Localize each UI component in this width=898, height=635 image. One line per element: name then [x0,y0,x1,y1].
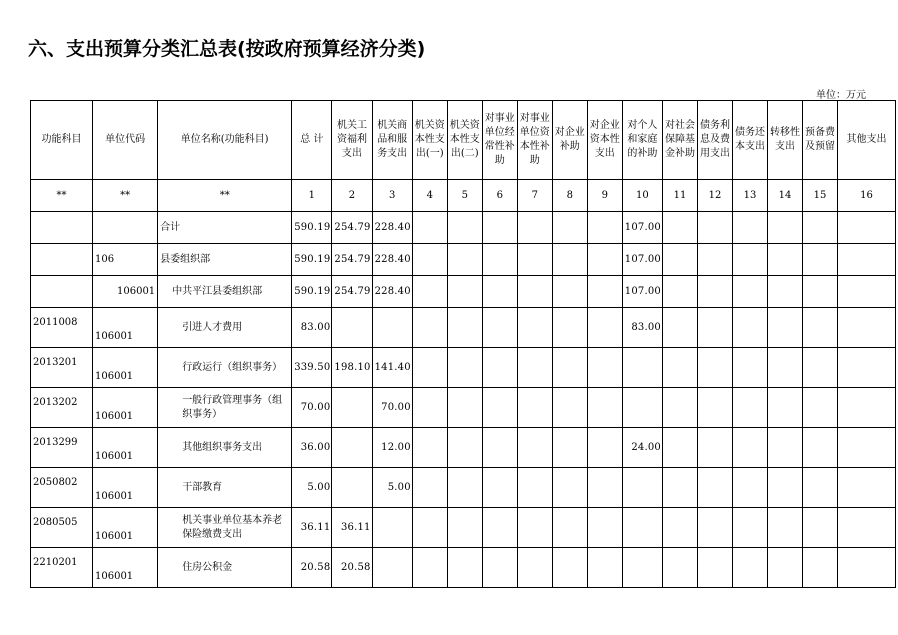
number-cell: 7 [517,180,552,212]
function-code-cell: 2050802 [31,468,93,508]
goods-services-cell: 70.00 [372,388,412,428]
empty-cell [838,468,896,508]
table-row [31,308,896,348]
empty-cell [803,508,838,548]
table-row [31,276,896,308]
unit-code-cell: 106001 [93,548,158,588]
empty-cell [552,348,587,388]
empty-cell [447,468,482,508]
function-code-cell [31,276,93,308]
empty-cell [663,548,698,588]
empty-cell [733,244,768,276]
empty-cell [698,388,733,428]
unit-code-cell: 106001 [93,308,158,348]
empty-cell [517,308,552,348]
unit-code-cell: 106001 [93,468,158,508]
empty-cell [482,212,517,244]
total-cell: 36.11 [292,508,332,548]
empty-cell [733,212,768,244]
unit-code-cell [93,212,158,244]
goods-services-cell [372,508,412,548]
header-cell: 对社会保障基金补助 [663,101,698,180]
empty-cell [552,276,587,308]
salary-cell [332,468,372,508]
header-cell: 对个人和家庭的补助 [622,101,662,180]
empty-cell [698,244,733,276]
empty-cell [803,468,838,508]
empty-cell [587,244,622,276]
unit-name-cell: 县委组织部 [158,244,292,276]
empty-cell [768,212,803,244]
number-cell: ** [31,180,93,212]
unit-name-cell: 干部教育 [158,468,292,508]
number-cell: 8 [552,180,587,212]
goods-services-cell [372,548,412,588]
goods-services-cell: 5.00 [372,468,412,508]
empty-cell [838,348,896,388]
goods-services-cell: 141.40 [372,348,412,388]
empty-cell [552,548,587,588]
header-cell: 机关资本性支出(二) [447,101,482,180]
header-cell: 对企业资本性支出 [587,101,622,180]
unit-name-cell: 其他组织事务支出 [158,428,292,468]
number-cell: ** [93,180,158,212]
empty-cell [838,244,896,276]
empty-cell [482,308,517,348]
empty-cell [838,212,896,244]
empty-cell [482,348,517,388]
empty-cell [768,348,803,388]
table-row [31,244,896,276]
total-cell: 590.19 [292,276,332,308]
unit-name-cell: 中共平江县委组织部 [158,276,292,308]
household-subsidy-cell [622,468,662,508]
empty-cell [517,468,552,508]
empty-cell [733,308,768,348]
empty-cell [587,548,622,588]
empty-cell [552,388,587,428]
header-cell: 对企业补助 [552,101,587,180]
empty-cell [587,276,622,308]
total-cell: 5.00 [292,468,332,508]
empty-cell [412,388,447,428]
empty-cell [552,244,587,276]
empty-cell [517,348,552,388]
empty-cell [733,428,768,468]
empty-cell [412,308,447,348]
empty-cell [768,428,803,468]
empty-cell [587,388,622,428]
empty-cell [552,428,587,468]
empty-cell [733,348,768,388]
header-cell: 债务还本支出 [733,101,768,180]
header-cell: 单位代码 [93,101,158,180]
empty-cell [482,276,517,308]
salary-cell: 254.79 [332,244,372,276]
unit-name-cell: 行政运行（组织事务） [158,348,292,388]
empty-cell [447,388,482,428]
household-subsidy-cell [622,548,662,588]
empty-cell [482,428,517,468]
header-cell: 机关商品和服务支出 [372,101,412,180]
header-cell: 机关工资福利支出 [332,101,372,180]
goods-services-cell: 228.40 [372,244,412,276]
total-cell: 339.50 [292,348,332,388]
unit-code-cell: 106 [93,244,158,276]
empty-cell [768,468,803,508]
empty-cell [698,548,733,588]
empty-cell [768,388,803,428]
number-cell: 3 [372,180,412,212]
salary-cell: 254.79 [332,276,372,308]
empty-cell [803,276,838,308]
empty-cell [412,548,447,588]
number-cell: 9 [587,180,622,212]
unit-code-cell: 106001 [93,348,158,388]
empty-cell [587,308,622,348]
empty-cell [663,388,698,428]
header-cell: 总 计 [292,101,332,180]
total-cell: 590.19 [292,244,332,276]
function-code-cell: 2011008 [31,308,93,348]
unit-name-cell: 一般行政管理事务（组织事务） [158,388,292,428]
number-cell: 4 [412,180,447,212]
household-subsidy-cell [622,508,662,548]
table-row [31,508,896,548]
number-cell: 14 [768,180,803,212]
empty-cell [733,548,768,588]
empty-cell [838,308,896,348]
empty-cell [768,308,803,348]
number-cell: 5 [447,180,482,212]
empty-cell [587,428,622,468]
empty-cell [412,428,447,468]
function-code-cell [31,244,93,276]
empty-cell [482,508,517,548]
unit-code-cell: 106001 [93,508,158,548]
salary-cell [332,388,372,428]
empty-cell [838,548,896,588]
goods-services-cell: 12.00 [372,428,412,468]
empty-cell [517,508,552,548]
total-cell: 36.00 [292,428,332,468]
salary-cell: 20.58 [332,548,372,588]
header-cell: 对事业单位经常性补助 [482,101,517,180]
empty-cell [552,508,587,548]
empty-cell [838,276,896,308]
number-cell: 13 [733,180,768,212]
unit-name-cell: 住房公积金 [158,548,292,588]
table-row [31,428,896,468]
header-cell: 功能科目 [31,101,93,180]
total-cell: 20.58 [292,548,332,588]
empty-cell [517,276,552,308]
empty-cell [698,468,733,508]
number-cell: 10 [622,180,662,212]
budget-table [30,100,896,588]
total-cell: 83.00 [292,308,332,348]
number-cell: 11 [663,180,698,212]
empty-cell [768,508,803,548]
total-cell: 590.19 [292,212,332,244]
function-code-cell: 2080505 [31,508,93,548]
empty-cell [803,212,838,244]
empty-cell [663,428,698,468]
number-cell: 6 [482,180,517,212]
table-row [31,212,896,244]
page-title: 六、支出预算分类汇总表(按政府预算经济分类) [28,38,426,60]
empty-cell [768,276,803,308]
empty-cell [663,348,698,388]
empty-cell [412,508,447,548]
empty-cell [698,508,733,548]
empty-cell [412,348,447,388]
salary-cell: 198.10 [332,348,372,388]
empty-cell [663,212,698,244]
unit-code-cell: 106001 [93,388,158,428]
empty-cell [517,428,552,468]
empty-cell [517,244,552,276]
empty-cell [768,548,803,588]
empty-cell [552,212,587,244]
empty-cell [447,548,482,588]
number-cell: ** [158,180,292,212]
header-cell: 单位名称(功能科目) [158,101,292,180]
table-row [31,388,896,428]
function-code-cell: 2013201 [31,348,93,388]
table-body [31,212,896,588]
household-subsidy-cell [622,388,662,428]
empty-cell [447,348,482,388]
unit-code-cell: 106001 [93,428,158,468]
empty-cell [698,428,733,468]
goods-services-cell: 228.40 [372,212,412,244]
empty-cell [482,244,517,276]
empty-cell [838,428,896,468]
number-cell: 1 [292,180,332,212]
household-subsidy-cell: 107.00 [622,276,662,308]
empty-cell [482,548,517,588]
total-cell: 70.00 [292,388,332,428]
empty-cell [412,276,447,308]
empty-cell [447,244,482,276]
empty-cell [587,212,622,244]
empty-cell [447,508,482,548]
empty-cell [733,276,768,308]
empty-cell [447,428,482,468]
empty-cell [803,428,838,468]
empty-cell [482,388,517,428]
empty-cell [517,548,552,588]
unit-code-cell: 106001 [93,276,158,308]
empty-cell [587,468,622,508]
empty-cell [838,508,896,548]
goods-services-cell [372,308,412,348]
empty-cell [768,244,803,276]
empty-cell [698,212,733,244]
function-code-cell: 2013299 [31,428,93,468]
empty-cell [663,308,698,348]
empty-cell [447,308,482,348]
empty-cell [447,212,482,244]
empty-cell [698,276,733,308]
table-row [31,548,896,588]
header-cell: 其他支出 [838,101,896,180]
header-cell: 对事业单位资本性补助 [517,101,552,180]
empty-cell [803,548,838,588]
empty-cell [803,388,838,428]
empty-cell [803,244,838,276]
function-code-cell: 2013202 [31,388,93,428]
empty-cell [733,388,768,428]
empty-cell [663,468,698,508]
empty-cell [412,244,447,276]
empty-cell [517,212,552,244]
table-row [31,468,896,508]
empty-cell [838,388,896,428]
number-cell: 16 [838,180,896,212]
function-code-cell [31,212,93,244]
table-row [31,348,896,388]
function-code-cell: 2210201 [31,548,93,588]
goods-services-cell: 228.40 [372,276,412,308]
empty-cell [698,348,733,388]
empty-cell [733,508,768,548]
unit-name-cell: 引进人才费用 [158,308,292,348]
number-cell: 15 [803,180,838,212]
empty-cell [803,308,838,348]
empty-cell [587,348,622,388]
household-subsidy-cell [622,348,662,388]
unit-name-cell: 合计 [158,212,292,244]
number-cell: 2 [332,180,372,212]
number-cell: 12 [698,180,733,212]
empty-cell [552,308,587,348]
salary-cell [332,308,372,348]
header-cell: 预备费及预留 [803,101,838,180]
empty-cell [698,308,733,348]
empty-cell [663,508,698,548]
empty-cell [412,212,447,244]
household-subsidy-cell: 24.00 [622,428,662,468]
empty-cell [412,468,447,508]
empty-cell [482,468,517,508]
empty-cell [733,468,768,508]
unit-name-cell: 机关事业单位基本养老保险缴费支出 [158,508,292,548]
empty-cell [447,276,482,308]
header-cell: 机关资本性支出(一) [412,101,447,180]
empty-cell [663,276,698,308]
empty-cell [552,468,587,508]
salary-cell: 36.11 [332,508,372,548]
empty-cell [587,508,622,548]
header-cell: 转移性支出 [768,101,803,180]
empty-cell [803,348,838,388]
unit-label: 单位：万元 [816,90,866,101]
empty-cell [663,244,698,276]
numbering-row [31,180,896,212]
household-subsidy-cell: 107.00 [622,212,662,244]
household-subsidy-cell: 83.00 [622,308,662,348]
salary-cell: 254.79 [332,212,372,244]
header-row [31,101,896,180]
header-cell: 债务利息及费用支出 [698,101,733,180]
household-subsidy-cell: 107.00 [622,244,662,276]
empty-cell [517,388,552,428]
salary-cell [332,428,372,468]
